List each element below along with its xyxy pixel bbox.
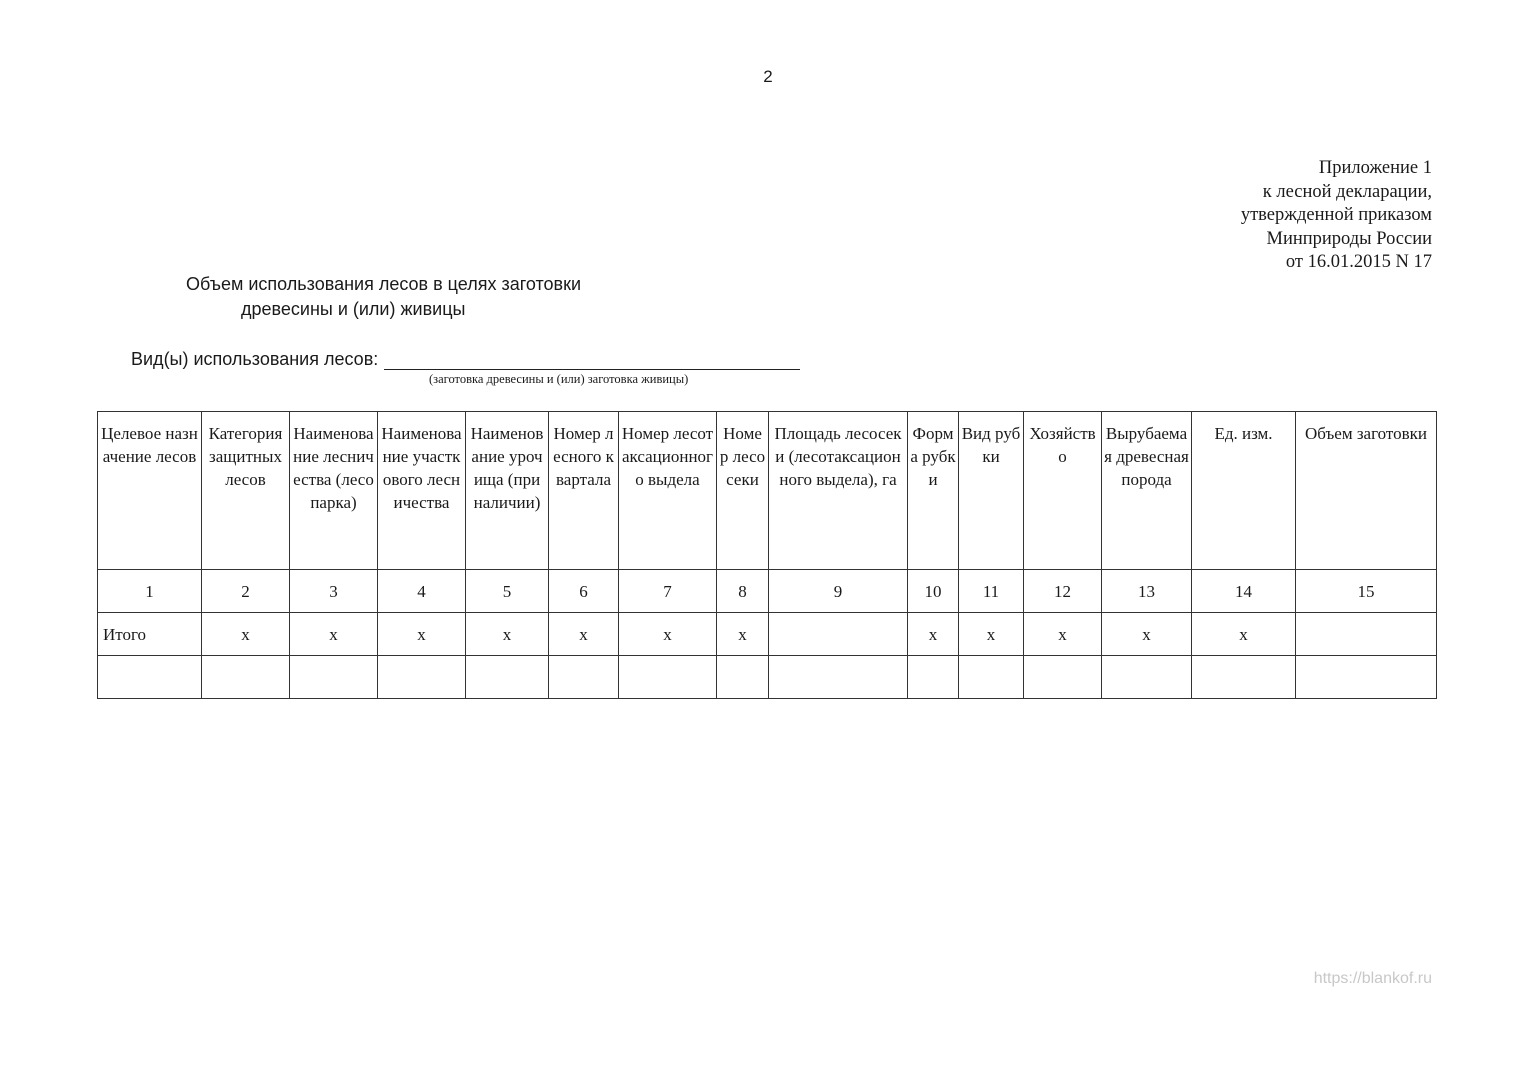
total-cell: x [466,613,549,656]
appendix-line: к лесной декларации, [1262,181,1432,202]
total-cell: x [959,613,1024,656]
data-cell[interactable] [202,656,290,699]
column-number: 11 [959,570,1024,613]
header-cell: Объем заготовки [1296,412,1437,570]
header-cell: Ед. изм. [1192,412,1296,570]
total-cell: x [1102,613,1192,656]
title-line-1: Объем использования лесов в целях заготовки [186,274,582,294]
data-cell[interactable] [290,656,378,699]
total-cell: x [290,613,378,656]
appendix-line: утвержденной приказом [1240,205,1432,225]
forest-use-kind-hint: (заготовка древесины и (или) заготовка живицы) [429,372,689,386]
forest-use-kind-field[interactable] [384,347,800,370]
watermark-link[interactable]: https://blankof.ru [1313,970,1432,987]
column-number-row [98,570,1437,613]
data-cell[interactable] [1192,656,1296,699]
column-number: 2 [202,570,290,613]
forest-use-kind-label: Вид(ы) использования лесов: [131,349,379,369]
header-cell: Хозяйство [1024,412,1102,570]
column-number: 6 [549,570,619,613]
column-number: 8 [717,570,769,613]
header-cell: Наименование лесничества (лесопарка) [290,412,378,570]
total-cell: x [1192,613,1296,656]
data-cell[interactable] [908,656,959,699]
data-cell[interactable] [549,656,619,699]
total-cell: Итого [98,613,202,656]
header-cell: Наименование урочища (при наличии) [466,412,549,570]
header-cell: Номер лесного квартала [549,412,619,570]
header-cell: Форма рубки [908,412,959,570]
column-number: 14 [1192,570,1296,613]
data-cell[interactable] [769,656,908,699]
header-cell: Вид рубки [959,412,1024,570]
header-row [98,412,1437,570]
total-cell: x [1024,613,1102,656]
data-cell[interactable] [619,656,717,699]
data-cell[interactable] [1102,656,1192,699]
harvest-volume-table [97,411,1437,699]
appendix-block [1241,157,1432,275]
header-cell: Вырубаемая древесная порода [1102,412,1192,570]
total-cell: x [908,613,959,656]
data-cell[interactable] [959,656,1024,699]
appendix-line: от 16.01.2015 N 17 [1285,252,1432,272]
title-line-2: древесины и (или) живицы [241,299,466,319]
column-number: 5 [466,570,549,613]
column-number: 15 [1296,570,1437,613]
total-row [98,613,1437,656]
header-cell: Наименование участкового лесничества [378,412,466,570]
data-cell[interactable] [98,656,202,699]
total-cell: x [378,613,466,656]
column-number: 3 [290,570,378,613]
data-cell[interactable] [378,656,466,699]
header-cell: Целевое назначение лесов [98,412,202,570]
page-number: 2 [763,67,773,86]
appendix-line: Приложение 1 [1318,158,1432,178]
data-cell[interactable] [466,656,549,699]
total-cell[interactable] [1296,613,1437,656]
data-row [98,656,1437,699]
header-cell: Номер лесотаксационного выдела [619,412,717,570]
data-cell[interactable] [1296,656,1437,699]
data-cell[interactable] [717,656,769,699]
column-number: 1 [98,570,202,613]
header-cell: Номер лесосеки [717,412,769,570]
total-cell: x [717,613,769,656]
column-number: 4 [378,570,466,613]
header-cell: Площадь лесосеки (лесотаксационного выдела), га [769,412,908,570]
total-cell[interactable] [769,613,908,656]
total-cell: x [549,613,619,656]
header-cell: Категория защитных лесов [202,412,290,570]
column-number: 12 [1024,570,1102,613]
data-cell[interactable] [1024,656,1102,699]
column-number: 10 [908,570,959,613]
column-number: 7 [619,570,717,613]
total-cell: x [619,613,717,656]
document-title [186,272,581,322]
total-cell: x [202,613,290,656]
forest-use-kind [131,347,800,370]
column-number: 9 [769,570,908,613]
column-number: 13 [1102,570,1192,613]
appendix-line: Минприроды России [1266,228,1432,249]
